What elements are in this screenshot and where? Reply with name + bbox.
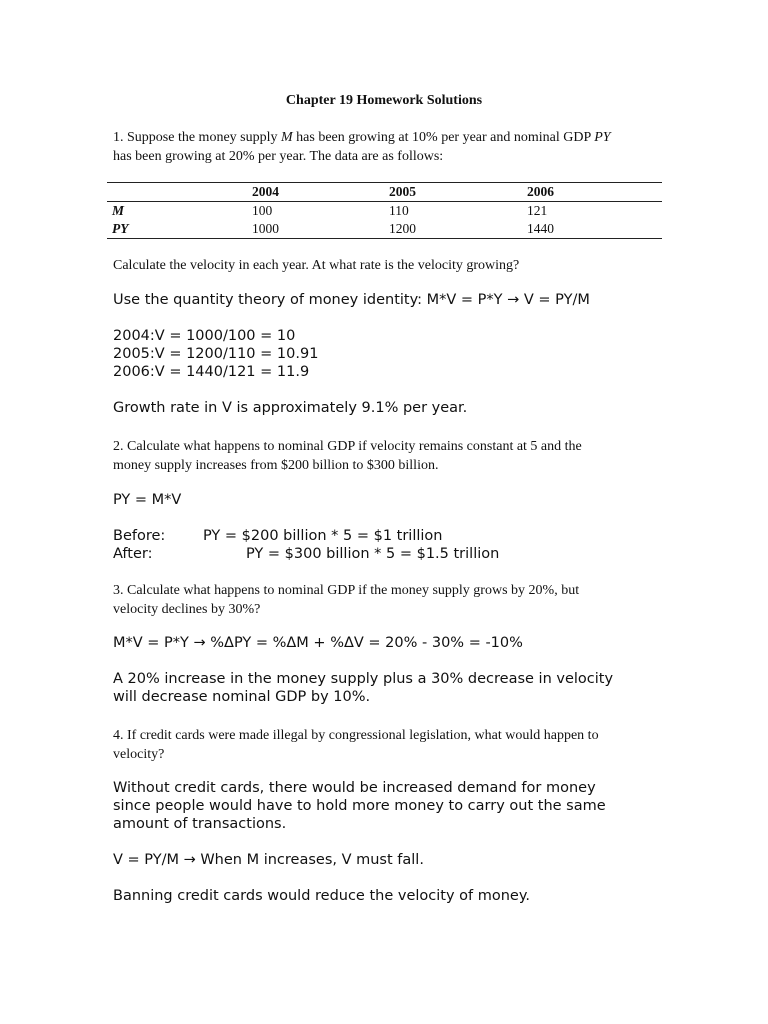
question-1-prompt: Calculate the velocity in each year. At what rate is the velocity growing?	[113, 258, 520, 273]
question-1-line-2: has been growing at 20% per year. The data are as follows:	[113, 149, 444, 164]
table-cell: 121	[527, 203, 548, 218]
page-title: Chapter 19 Homework Solutions	[285, 93, 483, 108]
before-label: Before:	[113, 528, 166, 544]
table-header-cell: 2004	[252, 184, 279, 199]
question-2-text	[113, 437, 658, 475]
table-cell: 1440	[527, 221, 554, 236]
answer-1-line: 2004:V = 1000/100 = 10	[113, 328, 296, 344]
table-header-row	[107, 183, 662, 202]
answer-4-line: amount of transactions.	[113, 816, 287, 832]
table-cell: 1200	[389, 221, 416, 236]
question-2-line-2: money supply increases from $200 billion to $300 billion.	[113, 458, 439, 473]
answer-2-formula: PY = M*V	[113, 492, 182, 508]
answer-2-after	[113, 545, 658, 563]
question-4-text	[113, 726, 658, 764]
answer-1-line: 2006:V = 1440/121 = 11.9	[113, 364, 310, 380]
table-cell: 1000	[252, 221, 279, 236]
question-2-line-1: 2. Calculate what happens to nominal GDP if velocity remains constant at 5 and the	[113, 439, 582, 454]
table-header-cell: 2005	[389, 184, 416, 199]
answer-3	[113, 634, 658, 706]
after-label: After:	[113, 546, 153, 562]
answer-3-formula: M*V = P*Y → %ΔPY = %ΔM + %ΔV = 20% - 30% = -10%	[113, 635, 523, 651]
answer-1-line: 2005:V = 1200/110 = 10.91	[113, 346, 319, 362]
question-3-text	[113, 581, 658, 619]
answer-4-line: since people would have to hold more money to carry out the same	[113, 798, 606, 814]
after-value: PY = $300 billion * 5 = $1.5 trillion	[246, 546, 500, 562]
answer-4-conclusion: Banning credit cards would reduce the velocity of money.	[113, 888, 530, 904]
question-3-line-2: velocity declines by 30%?	[113, 602, 261, 617]
answer-1-intro: Use the quantity theory of money identity: M*V = P*Y → V = PY/M	[113, 292, 590, 308]
answer-3-line: will decrease nominal GDP by 10%.	[113, 689, 371, 705]
table-cell: 100	[252, 203, 273, 218]
question-1-text	[113, 128, 658, 166]
question-4-line-2: velocity?	[113, 747, 165, 762]
question-3-line-1: 3. Calculate what happens to nominal GDP if the money supply grows by 20%, but	[113, 583, 580, 598]
answer-3-line: A 20% increase in the money supply plus a 30% decrease in velocity	[113, 671, 614, 687]
table-row	[107, 202, 662, 221]
answer-1-growth: Growth rate in V is approximately 9.1% per year.	[113, 400, 468, 416]
answer-2-before	[113, 527, 658, 545]
answer-4	[113, 779, 658, 905]
table-row	[107, 220, 662, 239]
table-header-cell	[107, 183, 247, 202]
table-cell: 110	[389, 203, 409, 218]
table-row-label: PY	[112, 221, 129, 236]
table-header-cell: 2006	[527, 184, 554, 199]
answer-4-line: Without credit cards, there would be increased demand for money	[113, 780, 596, 796]
question-4-line-1: 4. If credit cards were made illegal by congressional legislation, what would happen to	[113, 728, 599, 743]
answer-1	[113, 291, 658, 417]
before-value: PY = $200 billion * 5 = $1 trillion	[203, 528, 443, 544]
answer-4-formula: V = PY/M → When M increases, V must fall.	[113, 852, 424, 868]
question-1-line-1: 1. Suppose the money supply M has been growing at 10% per year and nominal GDP PY	[113, 130, 611, 145]
table-row-label: M	[112, 203, 125, 218]
answer-2	[113, 491, 658, 563]
data-table	[107, 182, 662, 239]
